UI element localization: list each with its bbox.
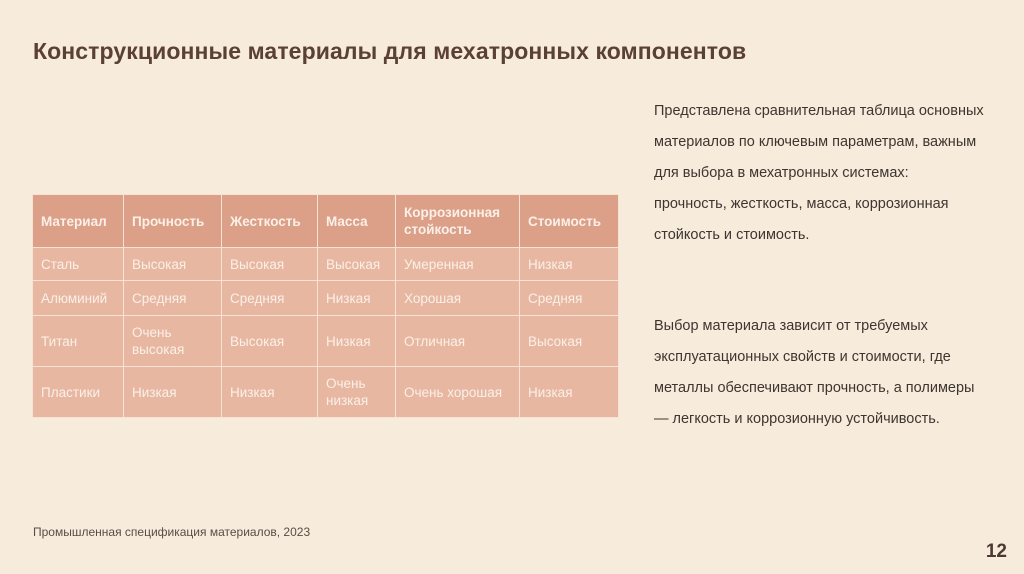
table-cell: Очень низкая — [318, 367, 396, 418]
table-cell: Титан — [33, 316, 124, 367]
table-cell: Пластики — [33, 367, 124, 418]
table-cell: Низкая — [520, 367, 619, 418]
table-row — [33, 316, 619, 367]
table-cell: Низкая — [520, 248, 619, 281]
table-row — [33, 281, 619, 316]
table-cell: Средняя — [222, 281, 318, 316]
header-mass: Масса — [318, 195, 396, 248]
description-paragraph-1: Представлена сравнительная таблица основных материалов по ключевым параметрам, важным для выбора в мехатронных системах: прочность, жесткость, масса, коррозионная стойкость и стоимость. — [654, 103, 984, 243]
table-row — [33, 248, 619, 281]
materials-table — [32, 194, 619, 418]
page-number: 12 — [985, 541, 1007, 562]
table-cell: Низкая — [318, 281, 396, 316]
table-cell: Высокая — [222, 248, 318, 281]
table-cell: Очень высокая — [124, 316, 222, 367]
table-row — [33, 367, 619, 418]
table-cell: Низкая — [222, 367, 318, 418]
header-cost: Стоимость — [520, 195, 619, 248]
description-paragraph-2: Выбор материала зависит от требуемых эксплуатационных свойств и стоимости, где металлы обеспечивают прочность, а полимеры — легкость и коррозионную устойчивость. — [654, 318, 975, 427]
table-cell: Низкая — [318, 316, 396, 367]
table-cell: Высокая — [520, 316, 619, 367]
table-cell: Алюминий — [33, 281, 124, 316]
table-cell: Низкая — [124, 367, 222, 418]
table-cell: Умеренная — [396, 248, 520, 281]
table-cell: Отличная — [396, 316, 520, 367]
table-cell: Высокая — [222, 316, 318, 367]
slide-title: Конструкционные материалы для мехатронных компонентов — [33, 38, 747, 64]
table-cell: Сталь — [33, 248, 124, 281]
header-corrosion: Коррозионная стойкость — [396, 195, 520, 248]
table-cell: Высокая — [318, 248, 396, 281]
header-strength: Прочность — [124, 195, 222, 248]
materials-table-container — [32, 194, 618, 418]
table-header-row — [33, 195, 619, 248]
table-cell: Средняя — [520, 281, 619, 316]
table-cell: Средняя — [124, 281, 222, 316]
table-cell: Хорошая — [396, 281, 520, 316]
table-cell: Очень хорошая — [396, 367, 520, 418]
header-stiffness: Жесткость — [222, 195, 318, 248]
header-material: Материал — [33, 195, 124, 248]
table-cell: Высокая — [124, 248, 222, 281]
source-footer: Промышленная спецификация материалов, 2023 — [33, 525, 311, 539]
